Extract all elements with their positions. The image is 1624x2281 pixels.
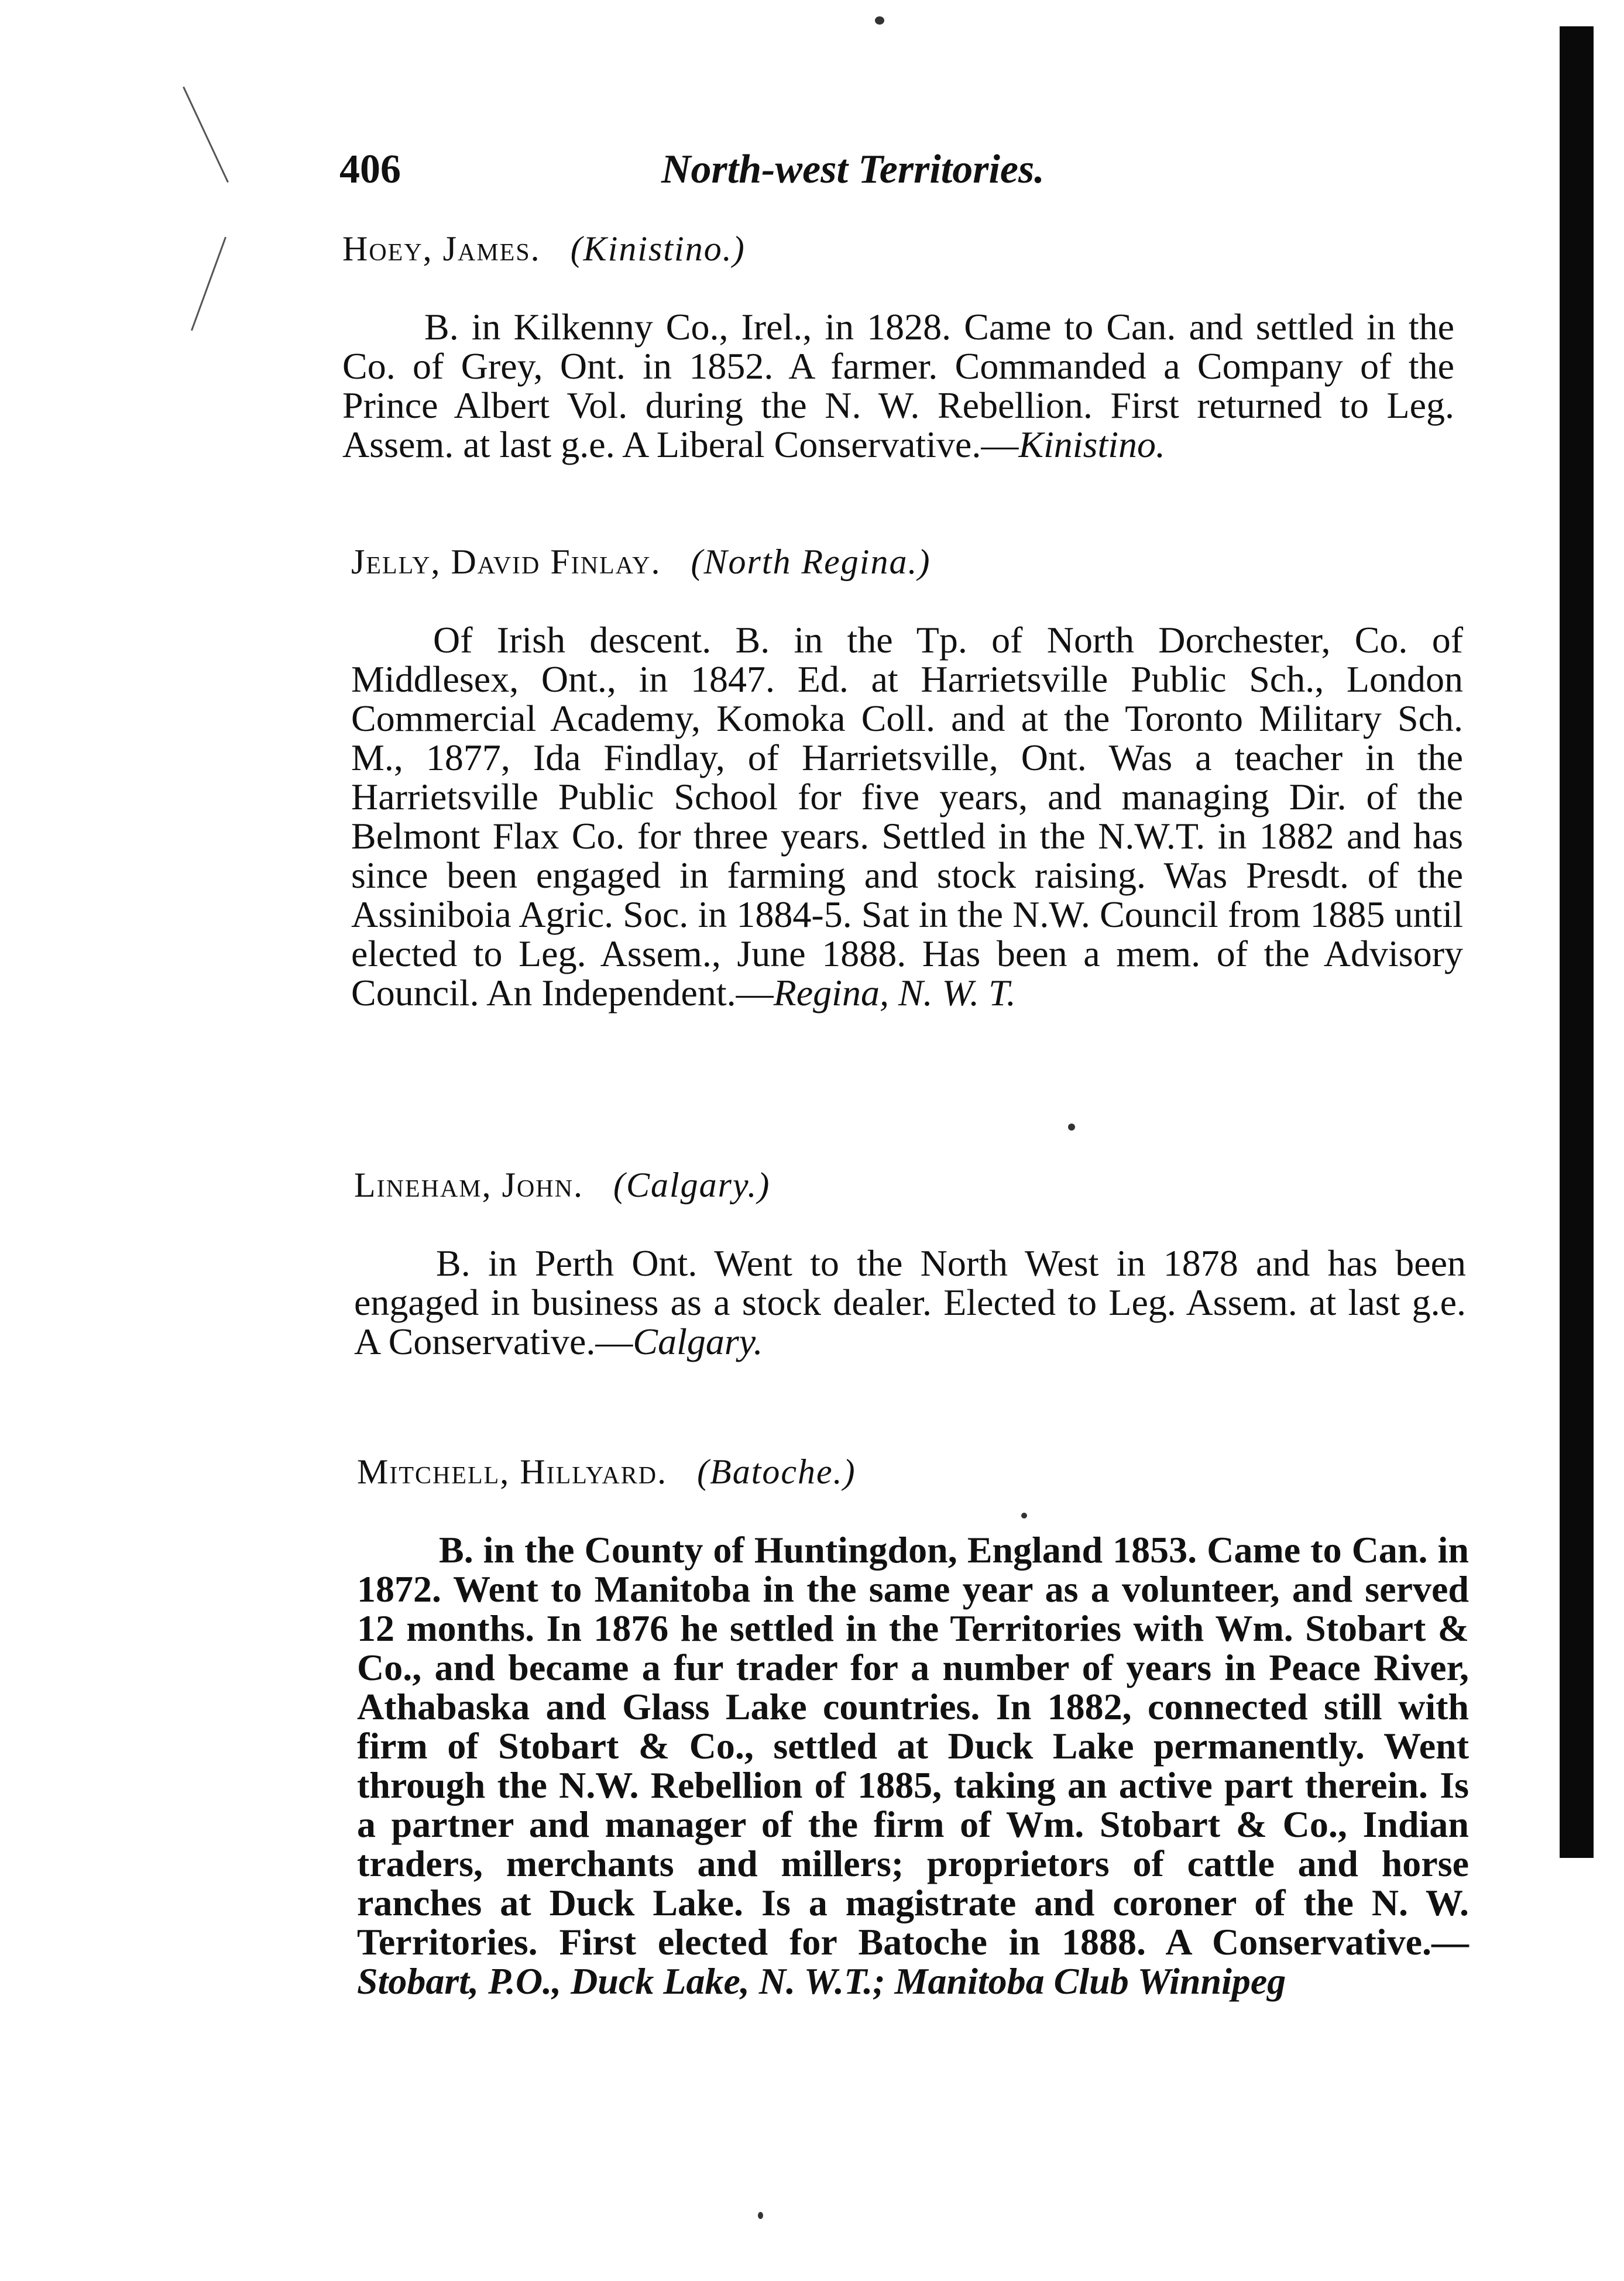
entry-mitchell xyxy=(357,1448,1469,2001)
scan-speck xyxy=(1068,1124,1075,1131)
running-head xyxy=(339,146,1422,199)
entry-lineham xyxy=(354,1162,1466,1361)
entry-heading xyxy=(357,1448,1469,1495)
entry-address: Stobart, P.O., Duck Lake, N. W.T.; Manitoba Club Winnipeg xyxy=(357,1960,1286,2002)
entry-bio-text: B. in Perth Ont. Went to the North West in 1878 and has been engaged in business as a stock dealer. Elected to Leg. Assem. at last g.e. A Conservative.— xyxy=(354,1242,1466,1362)
entry-address: Kinistino. xyxy=(1018,424,1166,465)
scan-edge-bar xyxy=(1560,26,1594,1858)
entry-riding: (Kinistino.) xyxy=(570,229,746,268)
entry-name: Hoey, James. xyxy=(342,229,541,268)
running-title: North-west Territories. xyxy=(661,147,1045,192)
entry-name: Lineham, John. xyxy=(354,1166,583,1204)
entry-riding: (North Regina.) xyxy=(691,542,931,581)
page-number: 406 xyxy=(339,147,401,192)
entry-heading xyxy=(354,1162,1466,1208)
entry-hoey xyxy=(342,225,1454,464)
margin-mark xyxy=(183,87,229,183)
margin-mark xyxy=(191,237,226,331)
entry-jelly xyxy=(351,538,1463,1012)
entry-bio xyxy=(354,1243,1466,1361)
entry-address: Calgary. xyxy=(633,1321,763,1362)
scan-speck xyxy=(875,16,884,25)
entry-name: Jelly, David Finlay. xyxy=(351,542,661,581)
entry-riding: (Calgary.) xyxy=(613,1166,771,1204)
entry-bio xyxy=(342,307,1454,464)
scan-speck xyxy=(758,2212,763,2219)
entry-name: Mitchell, Hillyard. xyxy=(357,1452,668,1491)
entry-heading xyxy=(351,538,1463,585)
entry-address: Regina, N. W. T. xyxy=(773,972,1016,1014)
entry-bio xyxy=(357,1530,1469,2001)
entry-bio-text: B. in Kilkenny Co., Irel., in 1828. Came to Can. and settled in the Co. of Grey, Ont. in 1852. A farmer. Commanded a Company of the Prince Albert Vol. during the N. W. Rebellion. First returned to Leg. Assem. at last g.e. A Liberal Conservative.— xyxy=(342,306,1454,465)
entry-heading xyxy=(342,225,1454,272)
entry-riding: (Batoche.) xyxy=(697,1452,856,1491)
entry-bio xyxy=(351,620,1463,1012)
entry-bio-text: B. in the County of Huntingdon, England 1853. Came to Can. in 1872. Went to Manitoba in the same year as a volunteer, and served 12 months. In 1876 he settled in the Territories with Wm. Stobart & Co., and became a fur trader for a number of years in Peace River, Athabaska and Glass Lake countries. In 1882, connected still with firm of Stobart & Co., settled at Duck Lake permanently. Went through the N.W. Rebellion of 1885, taking an active part therein. Is a partner and manager of the firm of Wm. Stobart & Co., Indian traders, merchants and millers; proprietors of cattle and horse ranches at Duck Lake. Is a magistrate and coroner of the N. W. Territories. First elected for Batoche in 1888. A Conservative.— xyxy=(357,1529,1469,1963)
entry-bio-text: Of Irish descent. B. in the Tp. of North Dorchester, Co. of Middlesex, Ont., in 1847. Ed. at Harrietsville Public Sch., London Commercial Academy, Komoka Coll. and at the Toronto Military Sch. M., 1877, Ida Findlay, of Harrietsville, Ont. Was a teacher in the Harrietsville Public School for five years, and managing Dir. of the Belmont Flax Co. for three years. Settled in the N.W.T. in 1882 and has since been engaged in farming and stock raising. Was Presdt. of the Assiniboia Agric. Soc. in 1884-5. Sat in the N.W. Council from 1885 until elected to Leg. Assem., June 1888. Has been a mem. of the Advisory Council. An Independent.— xyxy=(351,619,1463,1014)
